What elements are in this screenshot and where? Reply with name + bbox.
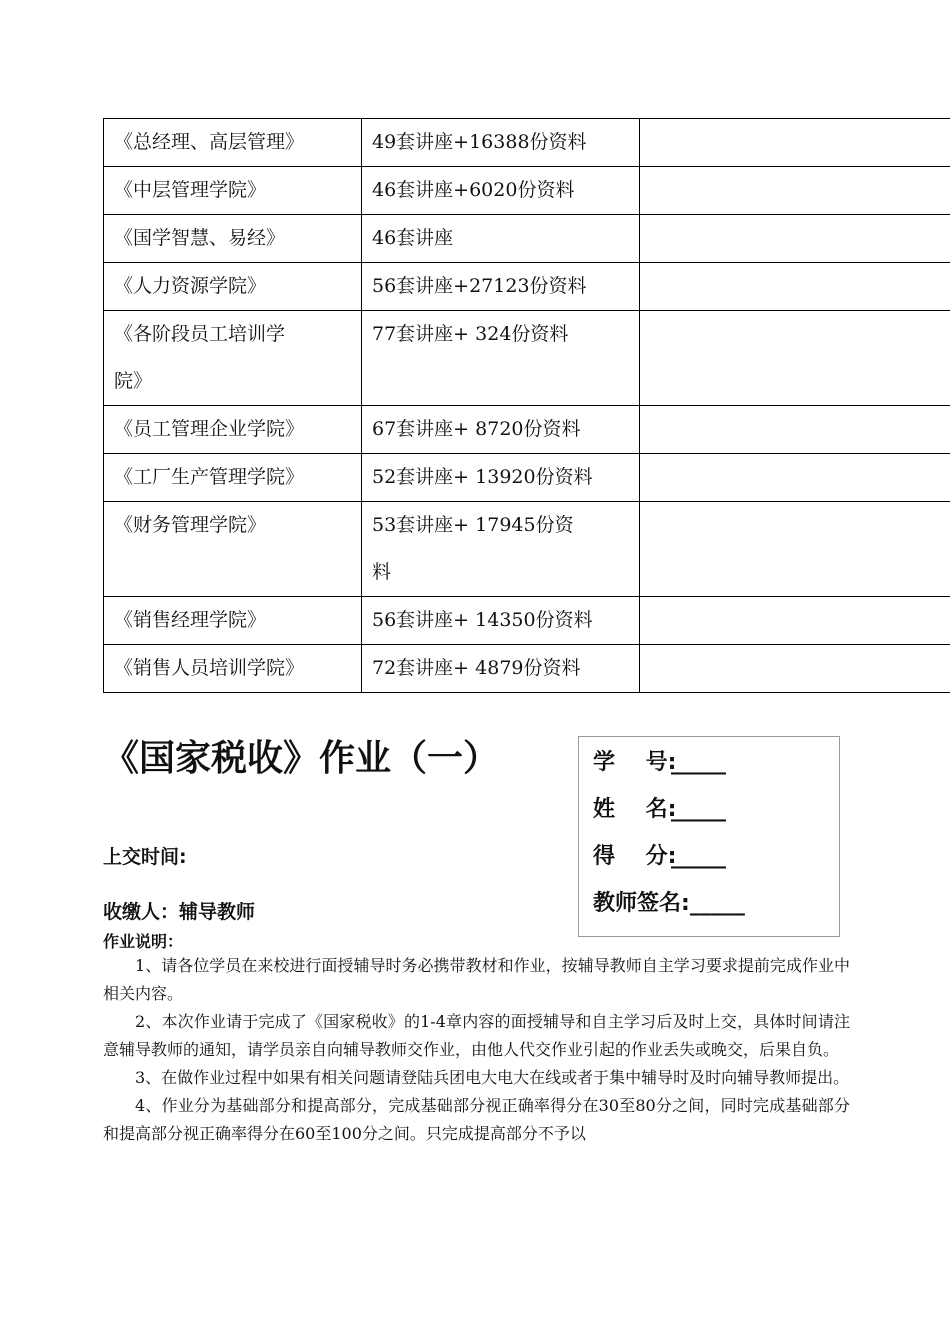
table-row	[104, 119, 950, 167]
note-paragraph: 3、在做作业过程中如果有相关问题请登陆兵团电大电大在线或者于集中辅导时及时向辅导教师提出。	[135, 1068, 850, 1087]
student-id-label: 学 号:	[593, 750, 677, 775]
notes-body	[103, 952, 850, 1148]
course-content: 52套讲座+ 13920份资料	[362, 454, 640, 502]
table-row	[104, 167, 950, 215]
table-row	[104, 406, 950, 454]
course-content: 53套讲座+ 17945份资 料	[362, 502, 640, 597]
course-note	[640, 311, 950, 406]
table-row	[104, 645, 950, 693]
note-paragraph: 2、本次作业请于完成了《国家税收》的1-4章内容的面授辅导和自主学习后及时上交，具体时间请注意辅导教师的通知，请学员亲自向辅导教师交作业，由他人代交作业引起的作业丢失或晚交，后果自负。	[103, 1012, 850, 1059]
course-note	[640, 502, 950, 597]
submit-time-label: 上交时间:	[103, 846, 187, 868]
course-name: 《工厂生产管理学院》	[104, 454, 362, 502]
course-note	[640, 263, 950, 311]
assignment-title: 《国家税收》作业（一）	[103, 738, 500, 779]
table-row	[104, 215, 950, 263]
name-blank: _____	[671, 797, 726, 822]
table-row	[104, 597, 950, 645]
course-name: 《员工管理企业学院》	[104, 406, 362, 454]
course-content: 67套讲座+ 8720份资料	[362, 406, 640, 454]
course-content: 49套讲座+16388份资料	[362, 119, 640, 167]
course-content: 56套讲座+27123份资料	[362, 263, 640, 311]
course-note	[640, 167, 950, 215]
table-row	[104, 311, 950, 406]
table-row	[104, 454, 950, 502]
course-note	[640, 597, 950, 645]
course-name: 《人力资源学院》	[104, 263, 362, 311]
note-paragraph: 1、请各位学员在来校进行面授辅导时务必携带教材和作业，按辅导教师自主学习要求提前完成作业中相关内容。	[103, 956, 850, 1003]
student-id-blank: _____	[671, 750, 726, 775]
course-content: 46套讲座	[362, 215, 640, 263]
name-label: 姓 名:	[593, 797, 677, 822]
score-blank: _____	[671, 844, 726, 869]
score-label: 得 分:	[593, 844, 677, 869]
course-name: 《各阶段员工培训学 院》	[104, 311, 362, 406]
score-row	[593, 839, 726, 870]
course-content: 46套讲座+6020份资料	[362, 167, 640, 215]
course-note	[640, 215, 950, 263]
course-content: 56套讲座+ 14350份资料	[362, 597, 640, 645]
collector-label: 收缴人：辅导教师	[103, 901, 256, 923]
student-info-box	[578, 736, 840, 937]
course-content: 77套讲座+ 324份资料	[362, 311, 640, 406]
course-table	[103, 118, 950, 693]
table-row	[104, 502, 950, 597]
table-row	[104, 263, 950, 311]
teacher-signature-row	[593, 886, 745, 917]
course-content: 72套讲座+ 4879份资料	[362, 645, 640, 693]
teacher-signature-label: 教师签名:	[593, 891, 690, 916]
course-name: 《国学智慧、易经》	[104, 215, 362, 263]
course-name: 《财务管理学院》	[104, 502, 362, 597]
name-row	[593, 792, 726, 823]
course-note	[640, 406, 950, 454]
course-name: 《销售人员培训学院》	[104, 645, 362, 693]
note-paragraph: 4、作业分为基础部分和提高部分，完成基础部分视正确率得分在30至80分之间，同时完成基础部分和提高部分视正确率得分在60至100分之间。只完成提高部分不予以	[103, 1096, 850, 1143]
course-name: 《总经理、高层管理》	[104, 119, 362, 167]
course-name: 《中层管理学院》	[104, 167, 362, 215]
course-note	[640, 454, 950, 502]
course-note	[640, 119, 950, 167]
teacher-signature-blank: _____	[689, 891, 745, 916]
course-note	[640, 645, 950, 693]
notes-heading: 作业说明：	[103, 932, 184, 951]
student-id-row	[593, 745, 726, 776]
course-name: 《销售经理学院》	[104, 597, 362, 645]
